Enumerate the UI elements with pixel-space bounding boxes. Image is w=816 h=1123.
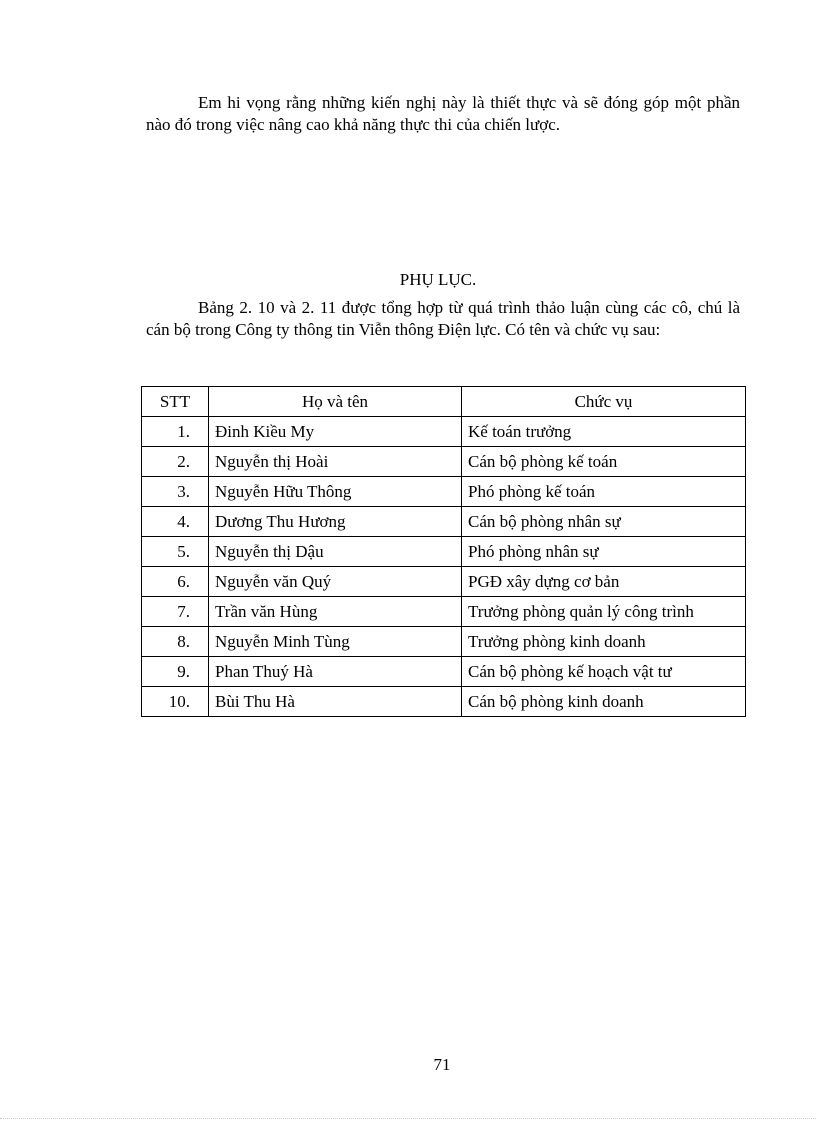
header-role: Chức vụ xyxy=(462,387,746,417)
table-row xyxy=(142,507,746,537)
cell-stt: 3. xyxy=(142,477,209,507)
table-row xyxy=(142,687,746,717)
intro-paragraph xyxy=(146,297,740,341)
table-row xyxy=(142,537,746,567)
cell-name: Bùi Thu Hà xyxy=(209,687,462,717)
cell-stt: 1. xyxy=(142,417,209,447)
cell-stt: 4. xyxy=(142,507,209,537)
cell-role: Cán bộ phòng nhân sự xyxy=(462,507,746,537)
cell-role: Trưởng phòng quản lý công trình xyxy=(462,597,746,627)
cell-role: Trưởng phòng kinh doanh xyxy=(462,627,746,657)
cell-role: Cán bộ phòng kế hoạch vật tư xyxy=(462,657,746,687)
cell-role: Phó phòng kế toán xyxy=(462,477,746,507)
table-row xyxy=(142,447,746,477)
cell-role: Cán bộ phòng kinh doanh xyxy=(462,687,746,717)
table-header-row xyxy=(142,387,746,417)
cell-role: Kế toán trưởng xyxy=(462,417,746,447)
table-row xyxy=(142,567,746,597)
table-row xyxy=(142,627,746,657)
table-row xyxy=(142,597,746,627)
appendix-heading: PHỤ LỤC. xyxy=(399,270,477,289)
cell-name: Đinh Kiều My xyxy=(209,417,462,447)
page-number: 71 xyxy=(433,1055,451,1074)
closing-paragraph xyxy=(146,92,740,136)
closing-paragraph-text: Em hi vọng rằng những kiến nghị này là thiết thực và sẽ đóng góp một phần nào đó trong việc nâng cao khả năng thực thi của chiến lược. xyxy=(146,93,740,134)
page-bottom-divider xyxy=(0,1118,816,1119)
header-stt: STT xyxy=(142,387,209,417)
intro-paragraph-text: Bảng 2. 10 và 2. 11 được tổng hợp từ quá trình thảo luận cùng các cô, chú là cán bộ trong Công ty thông tin Viễn thông Điện lực. Có tên và chức vụ sau: xyxy=(146,298,740,339)
table-row xyxy=(142,477,746,507)
cell-name: Nguyễn Hữu Thông xyxy=(209,477,462,507)
cell-role: Phó phòng nhân sự xyxy=(462,537,746,567)
cell-stt: 5. xyxy=(142,537,209,567)
cell-stt: 6. xyxy=(142,567,209,597)
cell-stt: 7. xyxy=(142,597,209,627)
cell-stt: 2. xyxy=(142,447,209,477)
cell-stt: 8. xyxy=(142,627,209,657)
cell-role: PGĐ xây dựng cơ bản xyxy=(462,567,746,597)
cell-stt: 9. xyxy=(142,657,209,687)
cell-name: Nguyễn văn Quý xyxy=(209,567,462,597)
table-row xyxy=(142,417,746,447)
table-row xyxy=(142,657,746,687)
cell-name: Nguyễn thị Hoài xyxy=(209,447,462,477)
cell-name: Trần văn Hùng xyxy=(209,597,462,627)
header-name: Họ và tên xyxy=(209,387,462,417)
cell-stt: 10. xyxy=(142,687,209,717)
staff-table xyxy=(141,386,746,717)
cell-name: Nguyễn Minh Tùng xyxy=(209,627,462,657)
cell-name: Dương Thu Hương xyxy=(209,507,462,537)
cell-name: Nguyễn thị Dậu xyxy=(209,537,462,567)
cell-name: Phan Thuý Hà xyxy=(209,657,462,687)
cell-role: Cán bộ phòng kế toán xyxy=(462,447,746,477)
